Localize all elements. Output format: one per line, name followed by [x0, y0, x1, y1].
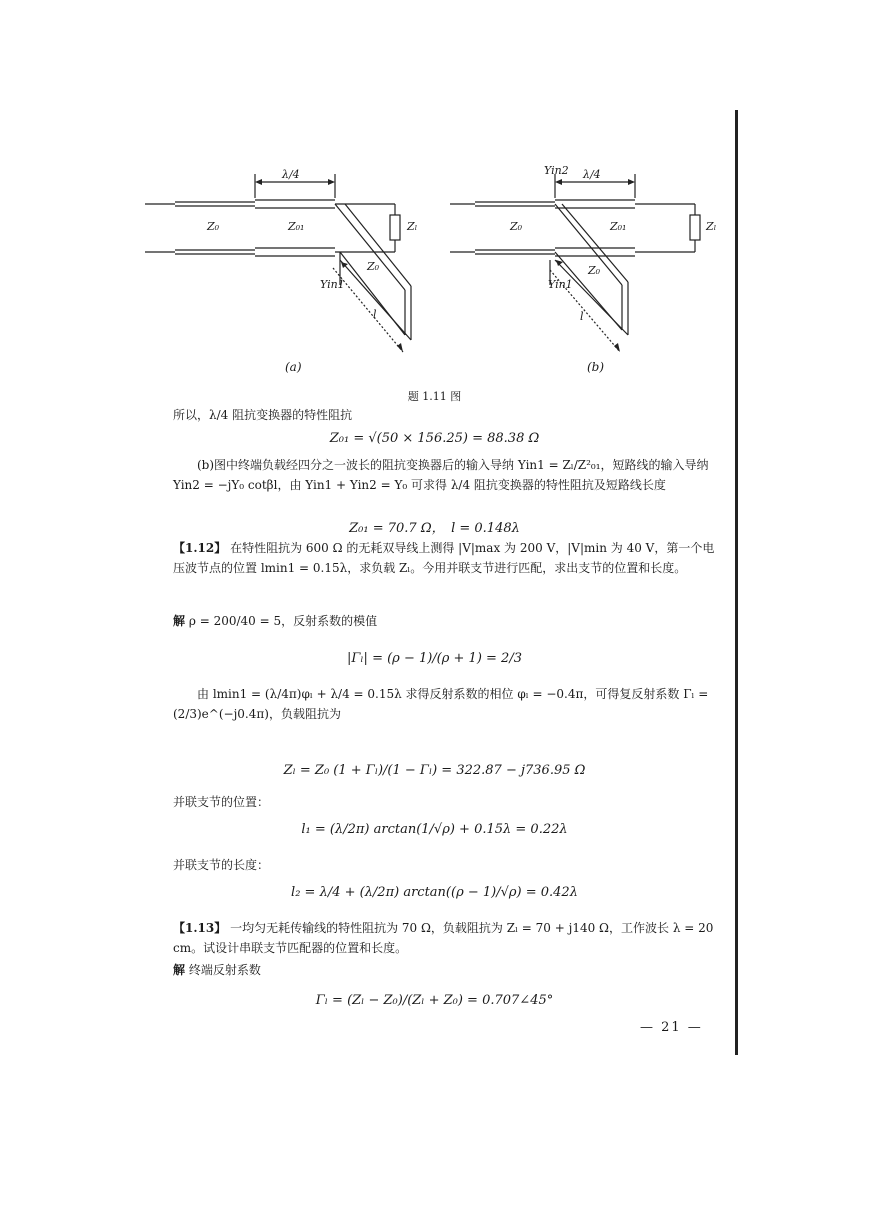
paragraph-7: [173, 855, 718, 875]
para-text: 并联支节的位置：: [173, 795, 270, 809]
paragraph-5: [173, 684, 718, 724]
paragraph-3: [173, 538, 718, 578]
equation-2: Z₀₁ = 70.7 Ω， l = 0.148λ: [349, 521, 520, 536]
equation-7: Γₗ = (Zₗ − Z₀)/(Zₗ + Z₀) = 0.707∠45°: [315, 993, 554, 1008]
para-text: 在特性阻抗为 600 Ω 的无耗双导线上测得 |V|max 为 200 V，|V|min 为 40 V，第一个电压波节点的位置 lmin1 = 0.15λ，求负载 Zₗ。今用并联支节进行匹配，求出支节的位置和长度。: [173, 541, 715, 575]
z01-label: Z₀₁: [610, 220, 627, 233]
paragraph-6: [173, 792, 718, 812]
stub-length-label: l: [580, 310, 584, 323]
paragraph-9: [173, 960, 718, 980]
para-text: (b)图中终端负载经四分之一波长的阻抗变换器后的输入导纳 Yin1 = Zₗ/Z²₀₁，短路线的输入导纳 Yin2 = −jY₀ cotβl，由 Yin1 + Yin2 = Y₀ 可求得 λ/4 阻抗变换器的特性阻抗及短路线长度: [173, 458, 709, 492]
z0-label: Z₀: [207, 220, 220, 233]
zl-label: Zₗ: [407, 220, 418, 233]
figure-panel-b: [450, 160, 720, 390]
para-text: 由 lmin1 = (λ/4π)φₗ + λ/4 = 0.15λ 求得反射系数的相位 φₗ = −0.4π，可得复反射系数 Γₗ = (2/3)e^(−j0.4π)，负载阻抗为: [173, 687, 709, 721]
z01-label: Z₀₁: [288, 220, 305, 233]
figure-caption: 题 1.11 图: [407, 390, 462, 403]
equation-1: Z₀₁ = √(50 × 156.25) = 88.38 Ω: [329, 431, 540, 446]
paragraph-1: [173, 405, 718, 425]
zl-label: Zₗ: [706, 220, 717, 233]
problem-number: 【1.12】: [173, 541, 227, 555]
z0-label: Z₀: [510, 220, 523, 233]
equation-6: l₂ = λ/4 + (λ/2π) arctan((ρ − 1)/√ρ) = 0.42λ: [291, 885, 578, 900]
para-text: 一均匀无耗传输线的特性阻抗为 70 Ω，负载阻抗为 Zₗ = 70 + j140 Ω，工作波长 λ = 20 cm。试设计串联支节匹配器的位置和长度。: [173, 921, 714, 955]
page-margin-rule: [735, 110, 738, 1055]
panel-a-label: (a): [285, 360, 302, 374]
stub-length-label: l: [373, 308, 377, 321]
paragraph-4: [173, 611, 718, 631]
paragraph-8: [173, 918, 718, 958]
page-number: — 21 —: [640, 1020, 703, 1035]
stub-z0-label: Z₀: [588, 264, 601, 277]
para-text: 终端反射系数: [188, 963, 261, 977]
lambda-quarter-label: λ/4: [583, 168, 601, 181]
lambda-quarter-label: λ/4: [282, 168, 300, 181]
transmission-line-diagram-b: [450, 160, 720, 390]
paragraph-2: [173, 455, 718, 495]
problem-number: 【1.13】: [173, 921, 227, 935]
solution-mark: 解: [173, 614, 186, 628]
figure-panel-a: [145, 160, 435, 390]
solution-mark: 解: [173, 963, 186, 977]
para-text: 所以，λ/4 阻抗变换器的特性阻抗: [173, 408, 353, 422]
para-text: ρ = 200/40 = 5，反射系数的模值: [188, 614, 378, 628]
equation-5: l₁ = (λ/2π) arctan(1/√ρ) + 0.15λ = 0.22λ: [301, 822, 568, 837]
stub-z0-label: Z₀: [367, 260, 380, 273]
equation-3: |Γₗ| = (ρ − 1)/(ρ + 1) = 2/3: [347, 651, 522, 666]
para-text: 并联支节的长度：: [173, 858, 270, 872]
panel-b-label: (b): [587, 360, 605, 374]
yin1-label: Yin1: [548, 278, 573, 291]
yin1-label: Yin1: [320, 278, 345, 291]
transmission-line-diagram-a: [145, 160, 435, 390]
yin2-label: Yin2: [544, 164, 569, 177]
equation-4: Zₗ = Z₀ (1 + Γₗ)/(1 − Γₗ) = 322.87 − j736.95 Ω: [283, 763, 586, 778]
